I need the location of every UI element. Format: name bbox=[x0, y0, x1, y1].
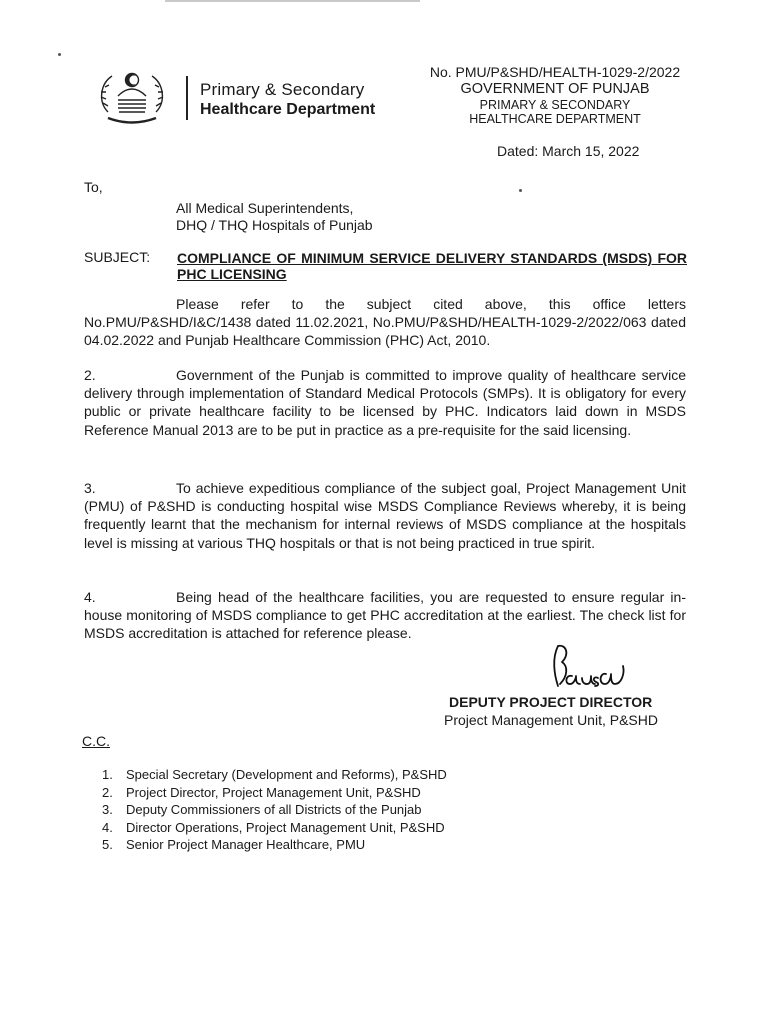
subject-text: COMPLIANCE OF MINIMUM SERVICE DELIVERY STANDARDS (MSDS) FOR PHC LICENSING bbox=[177, 250, 687, 282]
list-item-text: Director Operations, Project Management Unit, P&SHD bbox=[126, 819, 445, 835]
list-item-number: 1. bbox=[102, 767, 113, 782]
subject-heading bbox=[177, 250, 687, 282]
department-name-line1: Primary & Secondary bbox=[200, 80, 365, 99]
paragraph-number: 4. bbox=[84, 589, 96, 605]
list-item-text: Special Secretary (Development and Reforms), P&SHD bbox=[126, 767, 447, 782]
paragraph-text: To achieve expeditious compliance of the subject goal, Project Management Unit (PMU) of P&SHD is conducting hospital wise MSDS Compliance Reviews whereby, it is being frequently learnt that the mechanism for internal reviews of MSDS compliance at the hospitals level is missing at various THQ hospitals or that is not being practiced in true spirit. bbox=[84, 480, 686, 551]
list-item bbox=[102, 801, 447, 819]
signatory-designation: DEPUTY PROJECT DIRECTOR bbox=[449, 694, 653, 710]
list-item-text: Senior Project Manager Healthcare, PMU bbox=[126, 837, 366, 852]
paragraph-2 bbox=[84, 366, 686, 439]
to-label: To, bbox=[84, 179, 103, 195]
list-item bbox=[102, 836, 447, 854]
letter-date: Dated: March 15, 2022 bbox=[497, 143, 640, 159]
paragraph-text: Please refer to the subject cited above, this office letters No.PMU/P&SHD/I&C/1438 dated 11.02.2021, No.PMU/P&SHD/HEALTH-1029-2/2022/063 dated 04.02.2022 and Punjab Healthcare Commission (PHC) Act, 2010. bbox=[84, 296, 686, 349]
letterhead-divider bbox=[186, 76, 188, 120]
paragraph-1 bbox=[84, 295, 686, 350]
recipient-line2: DHQ / THQ Hospitals of Punjab bbox=[176, 217, 373, 233]
paragraph-number: 3. bbox=[84, 480, 96, 496]
recipient-line1: All Medical Superintendents, bbox=[176, 200, 354, 216]
paragraph-number: 2. bbox=[84, 367, 96, 383]
list-item-number: 5. bbox=[102, 837, 113, 852]
paragraph-4 bbox=[84, 588, 686, 643]
handwritten-signature-icon bbox=[548, 640, 630, 696]
list-item-text: Deputy Commissioners of all Districts of the Punjab bbox=[126, 802, 422, 817]
department-caps-line1: PRIMARY & SECONDARY bbox=[479, 98, 631, 112]
paragraph-text: Being head of the healthcare facilities, you are requested to ensure regular in-house monitoring of MSDS compliance to get PHC accreditation at the earliest. The check list for MSDS accreditation is attached for reference please. bbox=[84, 589, 686, 642]
department-caps-line2: HEALTHCARE DEPARTMENT bbox=[469, 112, 641, 126]
list-item bbox=[102, 784, 447, 802]
list-item bbox=[102, 819, 447, 837]
paragraph-text: Government of the Punjab is committed to improve quality of healthcare service delivery through implementation of Standard Medical Protocols (SMPs). It is obligatory for every public or private healthcare facility to be licensed by PHC. Indicators laid down in MSDS Reference Manual 2013 are to be put in practice as a pre-requisite for the said licensing. bbox=[84, 367, 686, 438]
list-item-number: 2. bbox=[102, 784, 113, 800]
paragraph-3 bbox=[84, 479, 686, 552]
subject-label: SUBJECT: bbox=[84, 249, 151, 265]
signatory-unit: Project Management Unit, P&SHD bbox=[444, 712, 658, 728]
scan-speck bbox=[58, 53, 61, 56]
list-item-number: 4. bbox=[102, 819, 113, 835]
list-item-number: 3. bbox=[102, 802, 113, 817]
scan-top-edge bbox=[165, 0, 420, 2]
reference-number: No. PMU/P&SHD/HEALTH-1029-2/2022 bbox=[429, 64, 681, 80]
list-item-text: Project Director, Project Management Unit, P&SHD bbox=[126, 784, 421, 800]
cc-label: C.C. bbox=[82, 733, 110, 749]
cc-list bbox=[102, 766, 447, 854]
punjab-government-emblem-icon bbox=[96, 66, 168, 126]
scan-speck bbox=[519, 189, 522, 192]
department-name-line2: Healthcare Department bbox=[200, 101, 376, 118]
list-item bbox=[102, 766, 447, 784]
government-title: GOVERNMENT OF PUNJAB bbox=[460, 81, 650, 97]
